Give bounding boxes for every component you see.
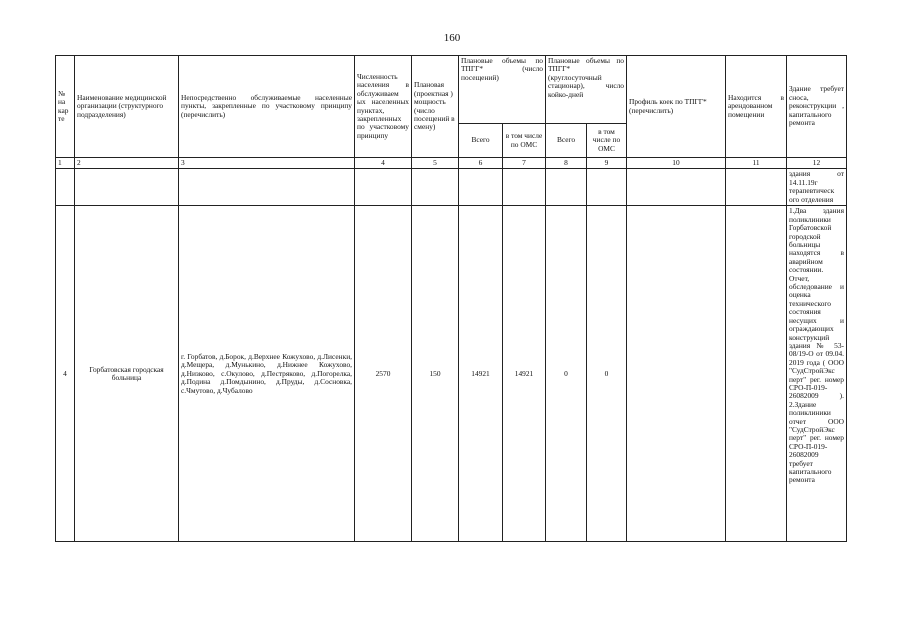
column-number: 7 (503, 158, 546, 169)
column-number: 9 (587, 158, 627, 169)
beds-oms-value: 0 (587, 206, 627, 542)
column-number: 4 (355, 158, 412, 169)
header-col-number: № на кар те (56, 56, 75, 158)
header-visits-oms: в том числе по ОМС (503, 124, 546, 158)
header-col-bed-profile: Профиль коек по ТПГГ* (перечислить) (627, 56, 726, 158)
header-col-capacity: Плановая (проектная ) мощность (число посещений в смену) (412, 56, 459, 158)
column-number: 11 (726, 158, 787, 169)
building-condition-note: 1.Два здания поликлиники Горбатовской городской больницы находятся в аварийном состоянии. Отчет, обследование и оценка технического состояния несущих и ограждающих конструкций здания № 53-08/19-О от 09.04. 2019 года ( ООО "СудСтройЭкс перт" рег. номер СРО-П-019-26082009 ). 2.Здание поликлиники отчет ООО "СудСтройЭкс перт" рег. номер СРО-П-019-26082009 требует капитального ремонта (787, 206, 847, 542)
column-number: 10 (627, 158, 726, 169)
table-row (56, 206, 847, 542)
header-col-visits: Плановые объемы по ТПГГ* (число посещений) (459, 56, 546, 124)
organization-name: Горбатовская городская больница (75, 206, 179, 542)
capacity-value: 150 (412, 206, 459, 542)
header-col-organization: Наименование медицинской организации (структурного подразделения) (75, 56, 179, 158)
column-number: 5 (412, 158, 459, 169)
header-col-rented: Находится в арендованном помещении (726, 56, 787, 158)
localities-list: г. Горбатов, д.Борок, д.Верхнее Кожухово, д.Лисенки, д.Мещера, д.Мунькино, д.Нижнее Кожухово, д.Низково, с.Окулово, д.Пестряково, д.Погорелка, д.Подина д.Помдынино, д.Пруды, д.Сосновка, с.Чмутово, д.Чубалово (179, 206, 355, 542)
header-row-1 (56, 56, 847, 124)
column-number: 8 (546, 158, 587, 169)
header-col-beds: Плановые объемы по ТПГГ* (круглосуточный стационар), число койко-дней (546, 56, 627, 124)
row-number: 4 (56, 206, 75, 542)
continuation-row (56, 169, 847, 206)
continuation-building-note: здания от 14.11.19г терапевтическ ого отделения (787, 169, 847, 206)
column-numbers-row (56, 158, 847, 169)
header-beds-oms: в том числе по ОМС (587, 124, 627, 158)
facilities-table (55, 55, 847, 542)
column-number: 6 (459, 158, 503, 169)
visits-oms-value: 14921 (503, 206, 546, 542)
header-col-population: Численность населения в обслуживаем ых населенных пунктах, закрепленных по участковому принципу (355, 56, 412, 158)
header-visits-total: Всего (459, 124, 503, 158)
column-number: 12 (787, 158, 847, 169)
header-col-localities: Непосредственно обслуживаемые населенные пункты, закрепленные по участковому принципу (перечислить) (179, 56, 355, 158)
beds-total-value: 0 (546, 206, 587, 542)
column-number: 1 (56, 158, 75, 169)
page-number: 160 (443, 32, 461, 44)
rented-value (726, 206, 787, 542)
population-value: 2570 (355, 206, 412, 542)
visits-total-value: 14921 (459, 206, 503, 542)
column-number: 2 (75, 158, 179, 169)
column-number: 3 (179, 158, 355, 169)
bed-profile-value (627, 206, 726, 542)
header-col-building: Здание требует сноса, реконструкции , капитального ремонта (787, 56, 847, 158)
header-beds-total: Всего (546, 124, 587, 158)
